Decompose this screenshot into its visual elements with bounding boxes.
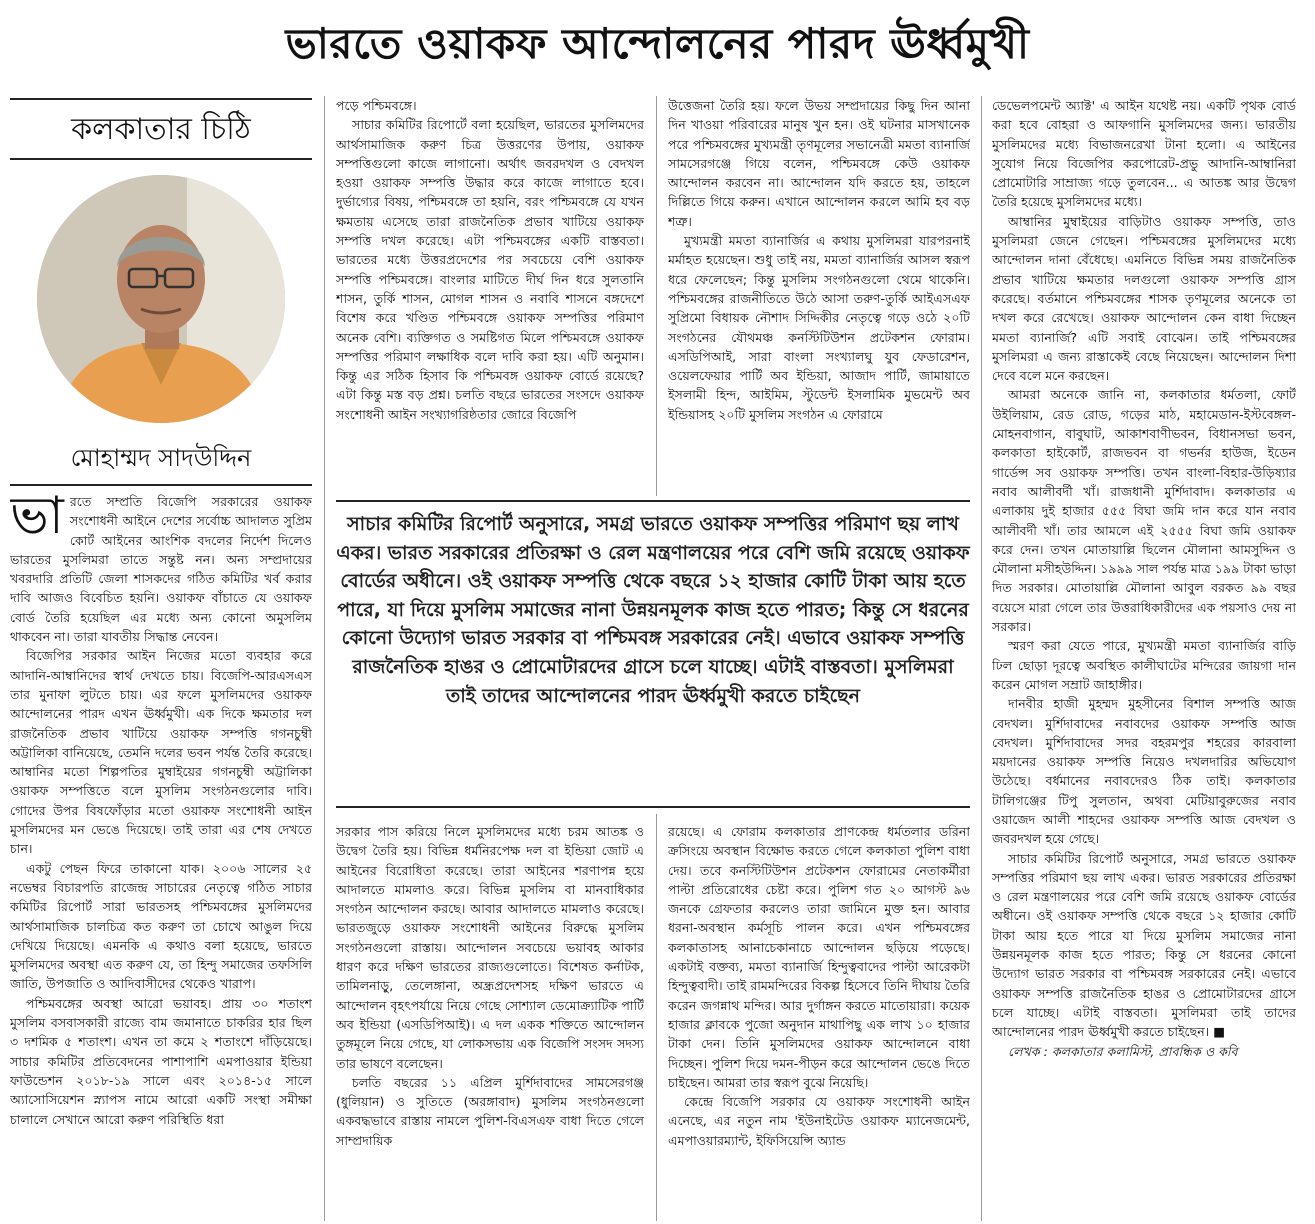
column-name-rule-top [10, 98, 312, 100]
paragraph [10, 492, 312, 646]
author-rule [10, 484, 312, 486]
headline: ভারতে ওয়াকফ আন্দোলনের পারদ ঊর্ধ্বমুখী [285, 19, 1030, 68]
paragraph: উত্তেজনা তৈরি হয়। ফলে উভয় সম্প্রদায়ের কিছু দিন আনা দিন খাওয়া পরিবারের মানুষ খুন হন। ওই ঘটনার মাসখানেক পরে পশ্চিমবঙ্গের মুখ্যমন্ত্রী তৃণমূলের সভানেত্রী মমতা ব্যানার্জি সামসেরগঞ্জে গিয়ে বলেন, পশ্চিমবঙ্গে কেউ ওয়াকফ আন্দোলন করবেন না। আন্দোলন যদি করতে হয়, তাহলে দিল্লিতে গিয়ে করুন। এখানে আন্দোলন করলে আমি হব বড় শত্রু। [668, 98, 970, 229]
paragraph: বিজেপির সরকার আইন নিজের মতো ব্যবহার করে আদানি-আম্বানিদের স্বার্থ দেখতে চায়। বিজেপি-আরএসএস তার মুনাফা লুটতে চায়। এর ফলে মুসলিমদের ওয়াকফ আন্দোলনের পারদ এখন ঊর্ধ্বমুখী। এক দিকে ক্ষমতার দল রাজনৈতিক প্রভাব খাটিয়ে ওয়াকফ সম্পত্তি গগনচুম্বী অট্টালিকা বানিয়েছে, তেমনি দলের ভবন পর্যন্ত তৈরি করেছে। আম্বানির মতো শিল্পপতির মুম্বাইয়ের গগনচুম্বী অট্টালিকা ওয়াকফ সম্পত্তিতে বলে মুসলিম সংগঠনগুলোর দাবি। গোদের উপর বিষফোঁড়ার মতো ওয়াকফ সংশোধনী আইন মুসলিমদের মন ভেঙে দিয়েছে। তাই তারা এর শেষ দেখতে চান। [10, 648, 312, 857]
pull-quote: সাচার কমিটির রিপোর্ট অনুসারে, সমগ্র ভারতে ওয়াকফ সম্পত্তির পরিমাণ ছয় লাখ একর। ভারত সরকারের প্রতিরক্ষা ও রেল মন্ত্রণালয়ের পরে বেশি জমি রয়েছে ওয়াকফ বোর্ডের অধীনে। ওই ওয়াকফ সম্পত্তি থেকে বছরে ১২ হাজার কোটি টাকা আয় হতে পারে, যা দিয়ে মুসলিম সমাজের নানা উন্নয়নমূলক কাজ হতে পারত; কিন্তু সে ধরনের কোনো উদ্যোগ ভারত সরকার বা পশ্চিমবঙ্গ সরকারের নেই। এভাবে ওয়াকফ সম্পত্তি রাজনৈতিক হাঙর ও প্রোমোটারদের গ্রাসে চলে যাচ্ছে। এটাই বাস্তবতা। মুসলিমরা তাই তাদের আন্দোলনের পারদ ঊর্ধ্বমুখী করতে চাইছেন [336, 513, 970, 707]
paragraph: আমরা অনেকে জানি না, কলকাতার ধর্মতলা, ফোর্ট উইলিয়াম, রেড রোড, গড়ের মাঠ, মহামেডান-ইস্টবেঙ্গল-মোহনবাগান, বাবুঘাট, আকাশবাণীভবন, বিধানসভা ভবন, কলকাতা হাইকোর্ট, রাজভবন বা গভর্নর হাউজ, ইডেন গার্ডেন্স সব ওয়াকফ সম্পত্তি। তখন বাংলা-বিহার-উড়িষ্যার নবাব আলীবর্দী খাঁ। রাজধানী মুর্শিদাবাদ। কলকাতার এ এলাকায় দুই হাজার ৫৫৫ বিঘা জমি দান করে যান নবাব আলীবর্দী খাঁ। তার আমলে এই ২৫৫৫ বিঘা জমি ওয়াকফ করে দেন। তখন মোতায়াল্লি ছিলেন মৌলানা আমসুদ্দিন ও মৌলানা মসীহউদ্দিন। ১৯৯৯ সাল পর্যন্ত মাত্র ১৯৯ টাকা ভাড়া দিত সরকার। মোতায়াল্লি মৌলানা আবুল বরকত ৯৯ বছর বয়েসে মারা গেলে তার উত্তরাধিকারীদের এক পয়সাও দেয় না সরকার। [992, 387, 1296, 635]
paragraph: স্মরণ করা যেতে পারে, মুখ্যমন্ত্রী মমতা ব্যানার্জির বাড়ি ঢিল ছোড়া দূরত্বে অবস্থিত কালীঘাটের মন্দিরের জায়গা দান করেন মোগল সম্রাট জাহাঙ্গীর। [992, 638, 1296, 692]
paragraph: কেন্দ্রে বিজেপি সরকার যে ওয়াকফ সংশোধনী আইন এনেছে, এর নতুন নাম 'ইউনাইটেড ওয়াকফ ম্যানেজমেন্ট, এমপাওয়ারম্যান্ট, ইফিসিয়েন্সি অ্যান্ড [668, 1094, 970, 1148]
byline: লেখক : কলকাতার কলামিস্ট, প্রাবন্ধিক ও কবি [1008, 1043, 1238, 1059]
paragraph: দানবীর হাজী মুহম্মদ মুহসীনের বিশাল সম্পত্তি আজ বেদখল। মুর্শিদাবাদের নবাবদের ওয়াকফ সম্পত্তি আজ বেদখল। মুর্শিদাবাদের সদর বহরমপুর শহরের কারবালা ময়দানের ওয়াকফ সম্পত্তি নিয়েও দখলদারির অভিযোগ উঠেছে। বর্ধমানের নবাবদেরও ঠিক তাই। কলকাতার টালিগঞ্জের টিপু সুলতান, অথবা মেটিয়াবুরুজের নবাব ওয়াজেদ আলী শাহদের ওয়াকফ সম্পত্তি আজ বেদখল ও জবরদখল হয়ে গেছে। [992, 696, 1296, 847]
column-divider [324, 96, 325, 1221]
paragraph: পড়ে পশ্চিমবঙ্গে। [336, 98, 417, 113]
pull-quote-rule-bottom [336, 806, 970, 808]
column-name-rule-bottom [10, 158, 312, 160]
author-photo [37, 175, 285, 423]
column-divider [656, 814, 657, 1221]
author-portrait [37, 175, 285, 423]
author-name: মোহাম্মদ সাদউদ্দিন [70, 444, 252, 472]
paragraph: একটু পেছন ফিরে তাকানো যাক। ২০০৬ সালের ২৫ নভেম্বর বিচারপতি রাজেন্দ্র সাচারের নেতৃত্বে গঠিত সাচার কমিটির রিপোর্ট সারা ভারতসহ পশ্চিমবঙ্গের মুসলিমদের আর্থসামাজিক চালচিত্র কত করুণ তা চোখে আঙুল দিয়ে দেখিয়ে দিয়েছে। এমনকি এ কথাও বলা হয়েছে, ভারতে মুসলিমদের অবস্থা এত করুণ যে, তা হিন্দু সমাজের তফসিলি জাতি, উপজাতি ও আদিবাসীদের থেকেও খারাপ। [10, 860, 312, 992]
column-3-bottom [668, 822, 970, 1220]
paragraph-text: রতে সম্প্রতি বিজেপি সরকারের ওয়াকফ সংশোধনী আইনে দেশের সর্বোচ্চ আদালত সুপ্রিম কোর্ট আইনের আংশিক বদলের নির্দেশ দিলেও ভারতের মুসলিমরা তাতে সন্তুষ্ট নন। অন্য সম্প্রদায়ের খবরদারি প্রতিটি জেলা শাসকদের গঠিত কমিটির খর্ব করার দাবি আজও বিবেচিত হয়নি। ওয়াকফ বাঁচাতে যে ওয়াকফ বোর্ড তৈরি হয়েছিল এর মধ্যে অন্য কোনো অমুসলিম থাকবেন না। তারা যাবতীয় সিদ্ধান্ত নেবেন। [10, 494, 312, 645]
paragraph: সাচার কমিটির রিপোর্টে বলা হয়েছিল, ভারতের মুসলিমদের আর্থসামাজিক করুণ চিত্র উত্তরণের উপায়, ওয়াকফ সম্পত্তিগুলো কাজে লাগানো। অর্থাৎ জবরদখল ও বেদখল হওয়া ওয়াকফ সম্পত্তি উদ্ধার করে কাজে লাগাতে হবে। দুর্ভাগ্যের বিষয়, পশ্চিমবঙ্গে তা হয়নি, বরং পশ্চিমবঙ্গে যে যখন ক্ষমতায় এসেছে তারা রাজনৈতিক প্রভাব খাটিয়ে ওয়াকফ সম্পত্তি দখল করেছে। এটা পশ্চিমবঙ্গের একটি বাস্তবতা। ভারতের মধ্যে উত্তরপ্রদেশের পর সবচেয়ে বেশি ওয়াকফ সম্পত্তি পশ্চিমবঙ্গে। বাংলার মাটিতে দীর্ঘ দিন ধরে সুলতানি শাসন, তুর্কি শাসন, মোগল শাসন ও নবাবি শাসনে বঙ্গদেশে বিশেষ করে খণ্ডিত পশ্চিমবঙ্গে ওয়াকফ সম্পত্তির পরিমাণ অনেক বেশি। ব্যক্তিগত ও সমষ্টিগত মিলে পশ্চিমবঙ্গে ওয়াকফ সম্পত্তির পরিমাণ লক্ষাধিক বলে দাবি করা হয়। এটি অনুমান। কিন্তু এর সঠিক হিসাব কি পশ্চিমবঙ্গ ওয়াকফ বোর্ডে রয়েছে? এটা কিন্তু মস্ত বড় প্রশ্ন। চলতি বছরে ভারতের সংসদে ওয়াকফ সংশোধনী আইন সংখ্যাগরিষ্ঠতার জোরে বিজেপি [336, 117, 644, 422]
column-divider [656, 96, 657, 496]
column-3-top [668, 96, 970, 496]
paragraph: রয়েছে। এ ফোরাম কলকাতার প্রাণকেন্দ্র ধর্মতলার ডরিনা ক্রসিংয়ে অবস্থান বিক্ষোভ করতে গেলে কলকাতা পুলিশ বাধা দেয়। তবে কনস্টিটিউশন প্রটেকশন ফোরামের নেতাকর্মীরা পাল্টা প্রতিরোধের চেষ্টা করে। পুলিশ গত ২০ আগস্ট ৯৬ জনকে গ্রেফতার করলেও তারা জামিনে মুক্ত হন। আবার ধরনা-অবস্থান কর্মসূচি পালন করে। এখন পশ্চিমবঙ্গের কলকাতাসহ আনাচেকানাচে আন্দোলন ছড়িয়ে পড়েছে। একটাই বক্তব্য, মমতা ব্যানার্জি হিন্দুত্ববাদের পাল্টা আরেকটা হিন্দুত্ববাদী। তাই রামমন্দিরের বিকল্প হিসেবে তিনি দীঘায় তৈরি করেন জগন্নাথ মন্দির। আর দুর্গাঙ্গন করতে মাতোয়ারা। কয়েক হাজার ক্লাবকে পুজো অনুদান মাথাপিছু এক লাখ ১০ হাজার টাকা দেন। তিনি মুসলিমদের ওয়াকফ আন্দোলনে বাধা দিচ্ছেন। পুলিশ দিয়ে দমন-পীড়ন করে আন্দোলন ভেঙে দিতে চাইছেন। আমরা তার স্বরূপ বুঝে নিয়েছি। [668, 824, 970, 1090]
column-4 [992, 96, 1296, 1220]
paragraph: মুখ্যমন্ত্রী মমতা ব্যানার্জির এ কথায় মুসলিমরা যারপরনাই মর্মাহত হয়েছেন। শুধু তাই নয়, মমতা ব্যানার্জির আসল স্বরূপ ধরে ফেলেছেন; কিন্তু মুসলিম সংগঠনগুলো থেমে থাকেনি। পশ্চিমবঙ্গের রাজনীতিতে উঠে আসা তরুণ-তুর্কি আইএসএফ সুপ্রিমো বিধায়ক নৌশাদ সিদ্দিকীর নেতৃত্বে গড়ে ওঠে ২০টি সংগঠনের যৌথমঞ্চ কনস্টিটিউশন প্রটেকশন ফোরাম। এসডিপিআই, সারা বাংলা সংখ্যালঘু যুব ফেডারেশন, ওয়েলফেয়ার পার্টি অব ইন্ডিয়া, আজাদ পার্টি, জামায়াতে ইসলামী হিন্দ, আইমিম, স্টুডেন্ট ইসলামিক মুভমেন্ট অব ইন্ডিয়াসহ ২০টি মুসলিম সংগঠন এ ফোরামে [668, 233, 970, 422]
paragraph: ডেভেলপমেন্ট অ্যাক্ট' এ আইন যথেষ্ট নয়। একটি পৃথক বোর্ড করা হবে বোহরা ও আফগানি মুসলিমদের জন্য। ভারতীয় মুসলিমদের মধ্যে বিভাজনরেখা টানা হলো। এ আইনের সুযোগ নিয়ে বিজেপির করপোরেট-প্রভু আদানি-আম্বানিরা প্রোমোটারি সাম্রাজ্য গড়ে তুলবেন... এ আতঙ্ক আর উদ্বেগ তৈরি হয়েছে মুসলিমদের মধ্যে। [992, 98, 1296, 210]
pull-quote-rule-top [336, 500, 970, 502]
paragraph: আম্বানির মুম্বাইয়ের বাড়িটাও ওয়াকফ সম্পত্তি, তাও মুসলিমরা জেনে গেছেন। পশ্চিমবঙ্গের মুসলিমদের মধ্যে আন্দোলন দানা বেঁধেছে। এমনিতে বিভিন্ন সময় রাজনৈতিক প্রভাব খাটিয়ে ক্ষমতার দলগুলো ওয়াকফ সম্পত্তি গ্রাস করেছে। বর্তমানে পশ্চিমবঙ্গের শাসক তৃণমূলের অনেকে তা দখল করে রেখেছে। ওয়াকফ আন্দোলন কেন বাধা দিচ্ছেন মমতা ব্যানার্জি? এটি সবাই বোঝেন। তাই পশ্চিমবঙ্গের মুসলিমরা এ জন্য রাস্তাকেই বেছে নিয়েছেন। আন্দোলন দিশা দেবে বলে মনে করছেন। [992, 213, 1296, 384]
column-2-bottom [336, 822, 644, 1220]
paragraph: পশ্চিমবঙ্গের অবস্থা আরো ভয়াবহ। প্রায় ৩০ শতাংশ মুসলিম বসবাসকারী রাজ্যে বাম জমানাতে চাকরির হার ছিল ৩ দশমিক ৫ শতাংশ। এখন তা কমে ২ শতাংশে দাঁড়িয়েছে। সাচার কমিটির প্রতিবেদনের পাশাপাশি এমপাওয়ার ইন্ডিয়া ফাউন্ডেশন ২০১৮-১৯ সালে এবং ২০১৪-১৫ সালে অ্যাসোসিয়েশন স্ন্যাপস নামে আরো একটি সংস্থা সমীক্ষা চালালে সেখানে আরো করুণ পরিস্থিতি ধরা [10, 995, 312, 1127]
paragraph: চলতি বছরের ১১ এপ্রিল মুর্শিদাবাদের সামসেরগঞ্জ (ধুলিয়ান) ও সুতিতে (অরঙ্গাবাদ) মুসলিম সংগঠনগুলো একবদ্ধভাবে রাস্তায় নামলে পুলিশ-বিএসএফ বাধা দিতে গেলে সাম্প্রদায়িক [336, 1074, 644, 1148]
drop-cap: ভা [10, 492, 64, 546]
column-1 [10, 492, 312, 1220]
paragraph: সাচার কমিটির রিপোর্ট অনুসারে, সমগ্র ভারতে ওয়াকফ সম্পত্তির পরিমাণ ছয় লাখ একর। ভারত সরকারের প্রতিরক্ষা ও রেল মন্ত্রণালয়ের পরে বেশি জমি রয়েছে ওয়াকফ বোর্ডের অধীনে। ওই ওয়াকফ সম্পত্তি থেকে বছরে ১২ হাজার কোটি টাকা আয় হতে পারে যা দিয়ে মুসলিম সমাজের নানা উন্নয়নমূলক কাজ হতে পারত; কিন্তু সে ধরনের কোনো উদ্যোগ ভারত সরকার বা পশ্চিমবঙ্গ সরকারের নেই। এভাবে ওয়াকফ সম্পত্তি রাজনৈতিক হাঙর ও প্রোমোটারদের গ্রাসে চলে যাচ্ছে। এটাই বাস্তবতা। মুসলিমরা তাই তাদের আন্দোলনের পারদ ঊর্ধ্বমুখী করতে চাইছেন। ■ [992, 850, 1296, 1040]
column-2-top [336, 96, 644, 496]
column-divider [981, 96, 982, 1221]
paragraph: সরকার পাস করিয়ে নিলে মুসলিমদের মধ্যে চরম আতঙ্ক ও উদ্বেগ তৈরি হয়। বিভিন্ন ধর্মনিরপেক্ষ দল বা ইন্ডিয়া জোট এ আইনের বিরোধিতা করেছে। তারা আইনের শরণাপন্ন হয়ে আদালতে মামলাও করে। বিভিন্ন মুসলিম বা মানবাধিকার সংগঠন আন্দোলন করছে। আবার আদালতে মামলাও করেছে। ভারতজুড়ে ওয়াকফ সংশোধনী আইনের বিরুদ্ধে মুসলিম সংগঠনগুলো রাস্তায়। আন্দোলন সবচেয়ে ভয়াবহ আকার ধারণ করে দক্ষিণ ভারতের রাজ্যগুলোতে। বিশেষত কর্নাটক, তামিলনাড়ু, তেলেঙ্গানা, অন্ধ্রপ্রদেশসহ দক্ষিণ ভারতে এ আন্দোলন বৃহৎপর্যায়ে নিয়ে গেছে সোশ্যাল ডেমোক্র্যাটিক পার্টি অব ইন্ডিয়া (এসডিপিআই)। এ দল একক শক্তিতে আন্দোলন তুঙ্গমূলে নিয়ে গেছে, যা লোকসভায় এক বিজেপি সংসদ সদস্য তার ভাষণে বলেছেন। [336, 824, 644, 1071]
column-name: কলকাতার চিঠি [71, 112, 251, 147]
